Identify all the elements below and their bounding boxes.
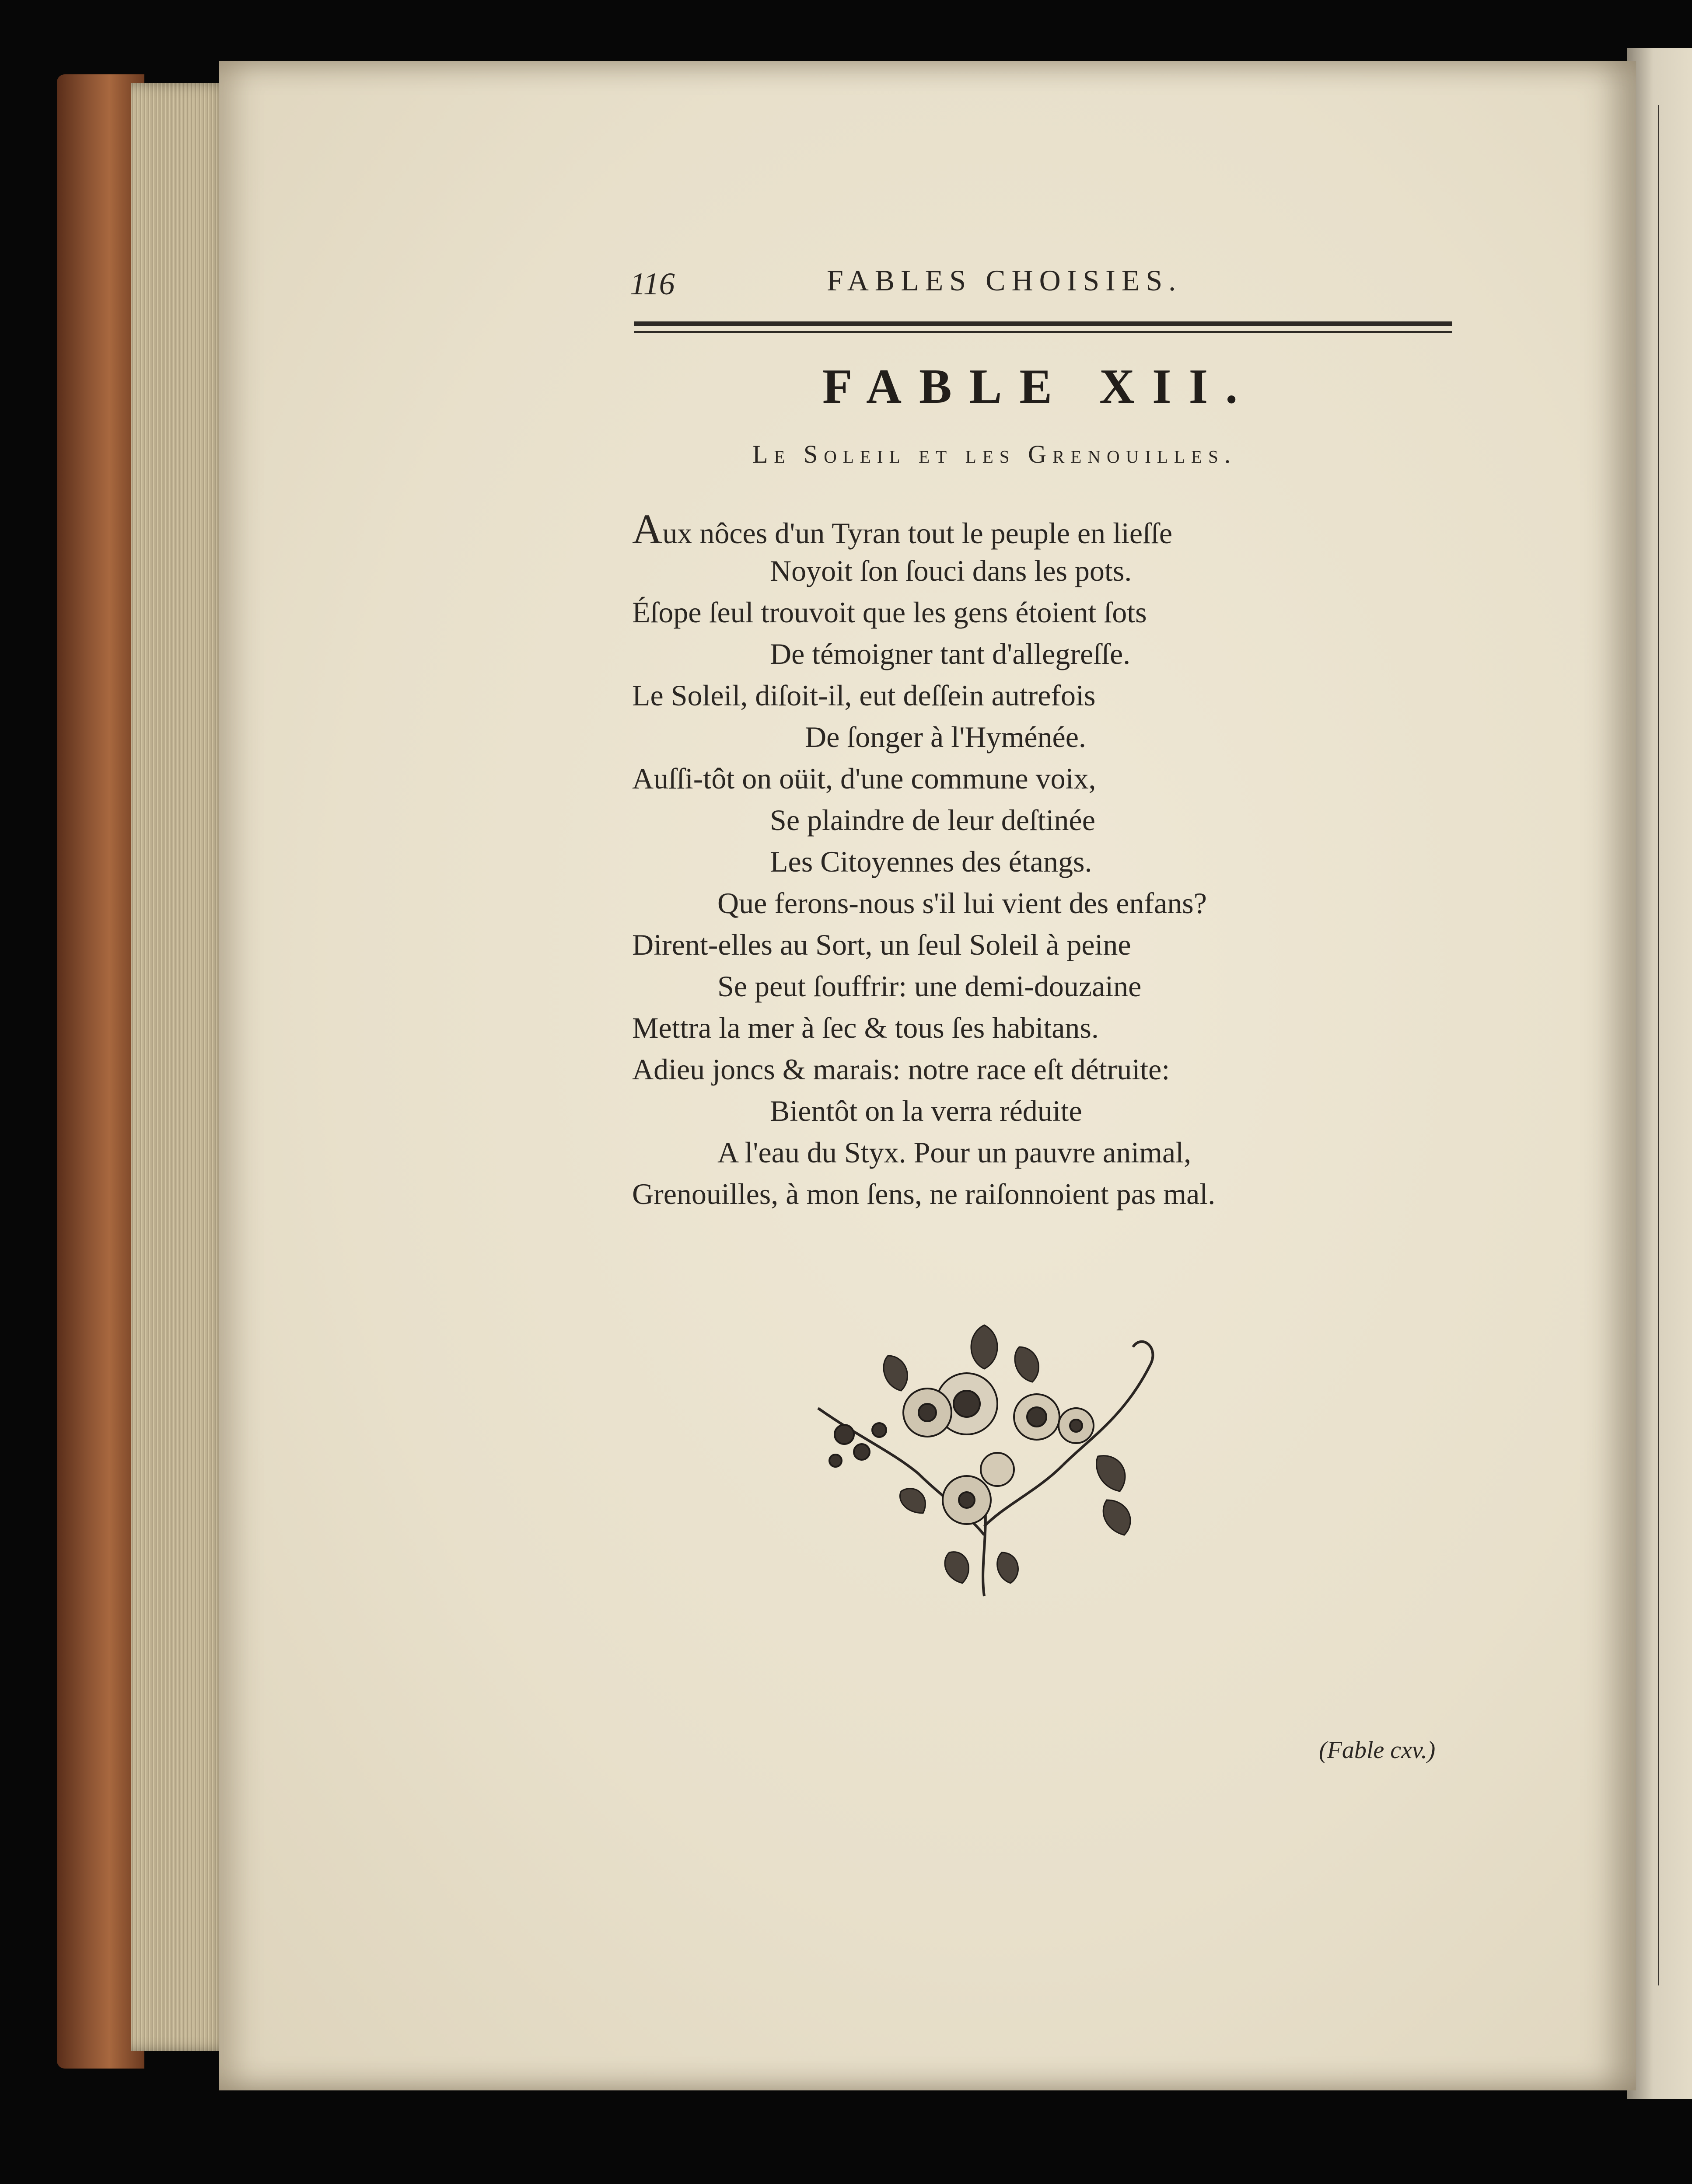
page-number: 116: [630, 266, 675, 301]
verse-line: Grenouilles, à mon ſens, ne raiſonnoient pas mal.: [632, 1177, 1216, 1211]
facing-page-edge: [1627, 48, 1692, 2099]
verse-line: Se plaindre de leur deſtinée: [770, 803, 1095, 837]
verse-line: A l'eau du Styx. Pour un pauvre animal,: [717, 1136, 1192, 1169]
floral-bouquet-icon: [792, 1308, 1185, 1605]
drop-cap: A: [632, 506, 663, 552]
verse-line: Noyoit ſon ſouci dans les pots.: [770, 554, 1132, 587]
verse-line: Les Citoyennes des étangs.: [770, 845, 1092, 878]
verse-line: Que ferons-nous s'il lui vient des enfans?: [717, 886, 1207, 920]
running-title: FABLES CHOISIES.: [827, 264, 1182, 297]
verse-line: Adieu joncs & marais: notre race eſt détruite:: [632, 1053, 1170, 1086]
facing-page-rule: [1658, 105, 1659, 1985]
verse-line: Le Soleil, diſoit-il, eut deſſein autrefois: [632, 679, 1096, 712]
verse-line: [632, 506, 1173, 552]
verse-line: Dirent-elles au Sort, un ſeul Soleil à peine: [632, 928, 1131, 961]
fable-number: FABLE XII.: [822, 359, 1255, 414]
page-header: [630, 257, 1452, 301]
verse-line: Auſſi-tôt on oüit, d'une commune voix,: [632, 762, 1096, 795]
verse-line: Se peut ſouffrir: une demi-douzaine: [717, 970, 1142, 1003]
header-rule-thin: [634, 331, 1452, 333]
header-rule-thick: [634, 321, 1452, 326]
verse-line: Bientôt on la verra réduite: [770, 1094, 1082, 1127]
verse-line: Éſope ſeul trouvoit que les gens étoient ſots: [632, 596, 1147, 629]
verse-line: Mettra la mer à ſec & tous ſes habitans.: [632, 1011, 1099, 1044]
verse-line-text: ux nôces d'un Tyran tout le peuple en lieſſe: [662, 516, 1173, 550]
catchword: (Fable cxv.): [1319, 1737, 1436, 1764]
page-edges: [131, 83, 232, 2051]
verse-line: De ſonger à l'Hyménée.: [805, 720, 1086, 754]
fable-title: Le Soleil et les Grenouilles.: [752, 440, 1237, 468]
verse-line: De témoigner tant d'allegreſſe.: [770, 637, 1131, 670]
